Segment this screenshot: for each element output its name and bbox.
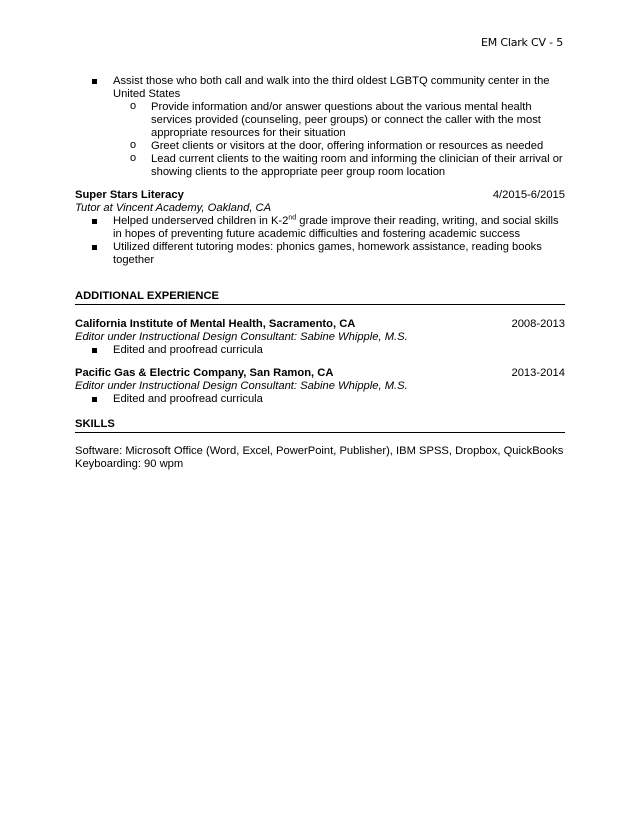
circle-bullet-icon: o [130,139,137,151]
bullet-item [75,215,565,241]
job-role: Tutor at Vincent Academy, Oakland, CA [75,202,272,214]
square-bullet-icon [92,219,97,224]
bullet-text: Helped underserved children in K-2nd grade improve their reading, writing, and social skills in hopes of preventing future academic difficulties and fostering academic success [113,214,559,240]
bullet-item [75,393,565,406]
square-bullet-icon [92,245,97,250]
bullet-item [75,241,565,267]
sub-bullet-item [75,101,565,140]
circle-bullet-icon: o [130,100,137,112]
square-bullet-icon [92,79,97,84]
job-header [75,367,565,380]
job-org: California Institute of Mental Health, Sacramento, CA [75,318,356,330]
bullet-item [75,75,565,101]
square-bullet-icon [92,397,97,402]
sub-bullet-text: Greet clients or visitors at the door, offering information or resources as needed [151,140,544,152]
bullet-text: Utilized different tutoring modes: phonics games, homework assistance, reading books together [113,241,542,266]
sub-bullet-item [75,140,565,153]
job-super-stars [75,189,565,267]
sub-bullet-item [75,153,565,179]
section-additional-experience [75,290,565,305]
section-title: ADDITIONAL EXPERIENCE [75,290,565,305]
job-org: Pacific Gas & Electric Company, San Ramon, CA [75,367,334,379]
bullet-text: Edited and proofread curricula [113,344,263,356]
sub-bullet-text: Lead current clients to the waiting room and informing the clinician of their arrival or showing clients to the appropriate peer group room location [151,153,563,178]
job-role: Editor under Instructional Design Consultant: Sabine Whipple, M.S. [75,331,408,343]
top-bullet-block [75,75,565,179]
skills-body [75,445,565,471]
section-title: SKILLS [75,418,565,433]
section-skills [75,418,565,433]
job-dates: 2008-2013 [511,318,565,330]
circle-bullet-icon: o [130,152,137,164]
bullet-text: Assist those who both call and walk into the third oldest LGBTQ community center in the United States [113,75,550,100]
square-bullet-icon [92,348,97,353]
job-role: Editor under Instructional Design Consultant: Sabine Whipple, M.S. [75,380,408,392]
job-cimh [75,318,565,357]
sub-bullet-text: Provide information and/or answer questions about the various mental health services provided (counseling, peer groups) or connect the caller with the most appropriate resources for their situation [151,101,541,139]
page-header: EM Clark CV - 5 [481,36,563,49]
job-dates: 4/2015-6/2015 [492,189,565,201]
bullet-item [75,344,565,357]
job-pge [75,367,565,406]
job-header [75,189,565,202]
job-header [75,318,565,331]
job-org: Super Stars Literacy [75,189,184,201]
skills-keyboarding: Keyboarding: 90 wpm [75,458,184,470]
job-dates: 2013-2014 [511,367,565,379]
skills-software: Software: Microsoft Office (Word, Excel, PowerPoint, Publisher), IBM SPSS, Dropbox, QuickBooks [75,445,564,457]
bullet-text: Edited and proofread curricula [113,393,263,405]
